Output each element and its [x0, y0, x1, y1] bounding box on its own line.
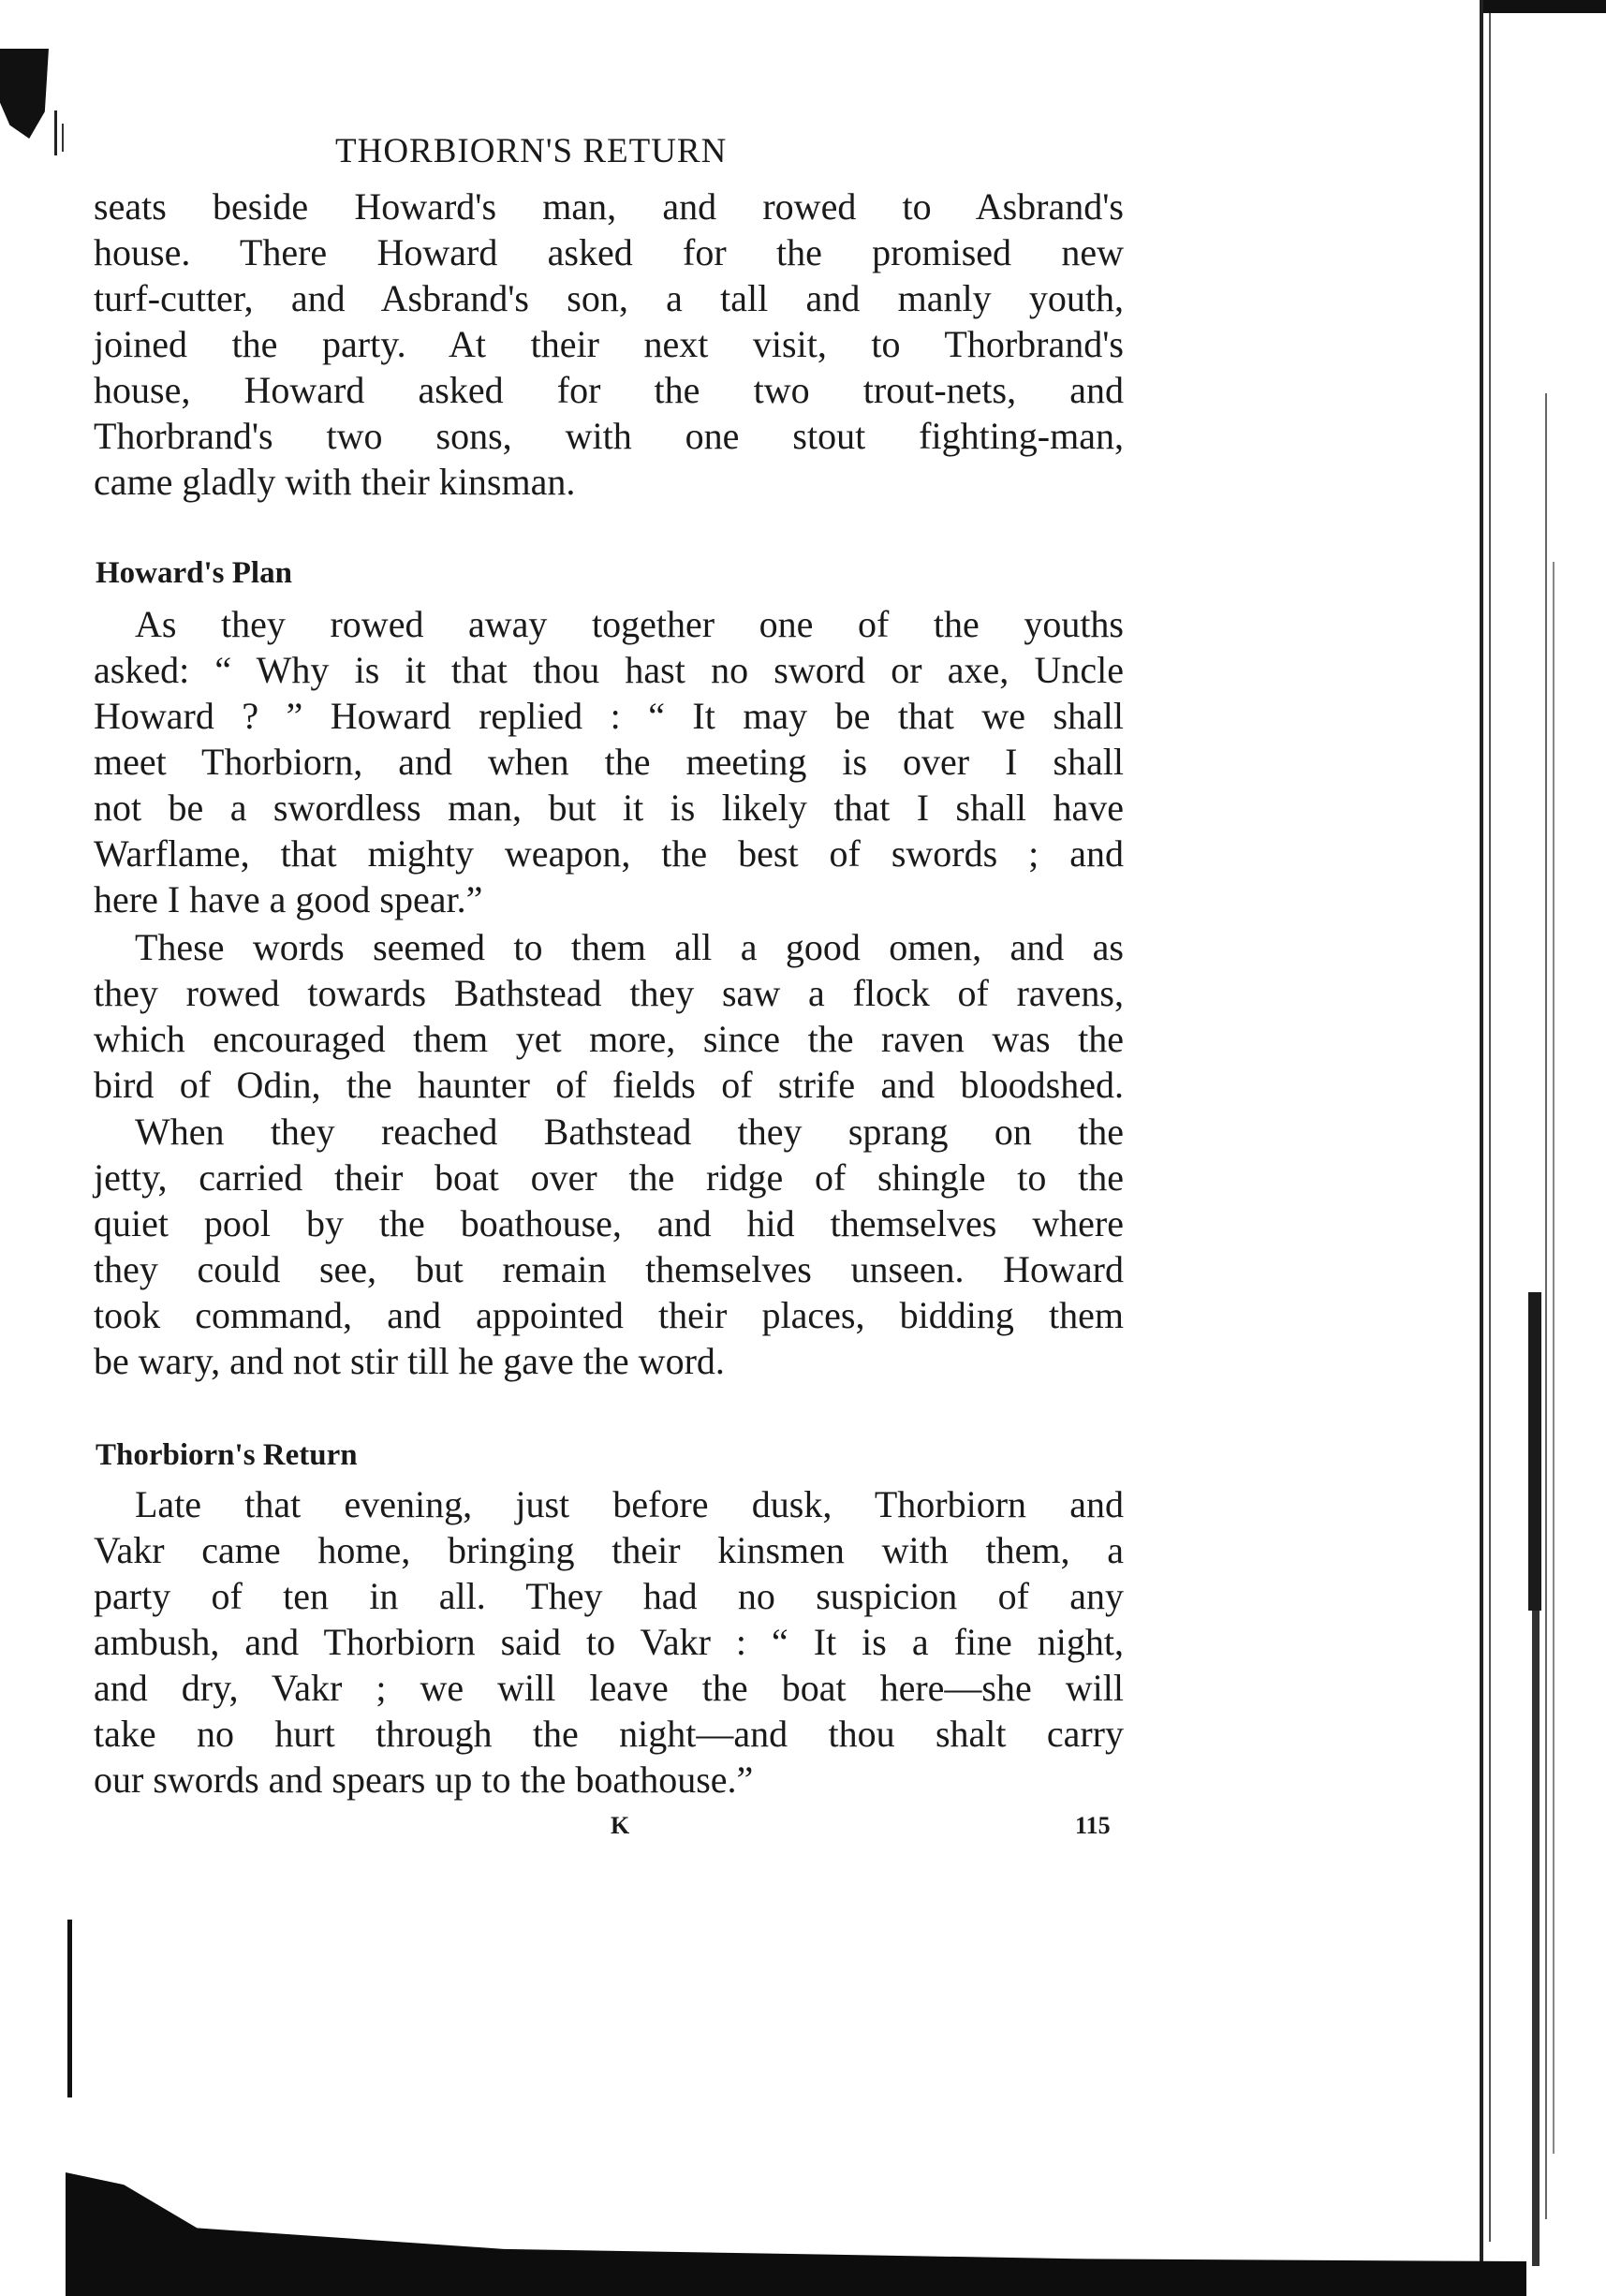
text-line: here I have a good spear.” [94, 878, 483, 920]
text-line: These words seemed to them all a good omen, and as [135, 926, 1124, 968]
text-line: quiet pool by the boathouse, and hid themselves where [94, 1202, 1124, 1244]
text-line: house. There Howard asked for the promised new [94, 231, 1124, 273]
text-line: and dry, Vakr ; we will leave the boat here—she will [94, 1667, 1124, 1709]
text-line: be wary, and not stir till he gave the word. [94, 1340, 725, 1382]
paragraph [94, 601, 1124, 922]
text-line: asked: “ Why is it that thou hast no sword or axe, Uncle [94, 649, 1124, 691]
page-number: 115 [1075, 1812, 1111, 1839]
page-edge-shadow [1528, 1292, 1541, 1611]
text-line: turf-cutter, and Asbrand's son, a tall and manly youth, [94, 277, 1124, 319]
page-edge-rule [1545, 393, 1547, 2219]
scan-mark [54, 110, 57, 155]
text-line: not be a swordless man, but it is likely that I shall have [94, 787, 1124, 829]
paragraph [94, 1481, 1124, 1803]
paragraph [94, 1109, 1124, 1384]
signature-mark: K [611, 1812, 630, 1839]
text-line: Late that evening, just before dusk, Thorbiorn and [135, 1483, 1124, 1525]
scan-blot [0, 49, 49, 139]
text-line: As they rowed away together one of the youths [135, 603, 1124, 645]
text-line: party of ten in all. They had no suspicion of any [94, 1575, 1124, 1617]
text-line: Howard ? ” Howard replied : “ It may be that we shall [94, 695, 1124, 737]
text-line: jetty, carried their boat over the ridge of shingle to the [94, 1156, 1124, 1199]
scan-mark [62, 124, 64, 152]
text-line: meet Thorbiorn, and when the meeting is over I shall [94, 741, 1124, 783]
text-line: they could see, but remain themselves unseen. Howard [94, 1248, 1124, 1290]
page-edge-rule [1553, 562, 1554, 2154]
text-line: Vakr came home, bringing their kinsmen with them, a [94, 1529, 1124, 1571]
section-heading: Thorbiorn's Return [96, 1438, 358, 1472]
scan-shadow [66, 2172, 1526, 2296]
text-line: came gladly with their kinsman. [94, 461, 576, 503]
scan-mark [67, 1920, 72, 2097]
section-heading: Howard's Plan [96, 556, 292, 590]
running-head: THORBIORN'S RETURN [335, 132, 728, 170]
scan-edge [1480, 0, 1606, 13]
text-line: joined the party. At their next visit, to Thorbrand's [94, 323, 1124, 365]
text-line: which encouraged them yet more, since the raven was the [94, 1018, 1124, 1060]
text-line: Thorbrand's two sons, with one stout fighting-man, [94, 415, 1124, 457]
text-line: our swords and spears up to the boathouse.” [94, 1759, 754, 1801]
text-line: Warflame, that mighty weapon, the best of swords ; and [94, 832, 1124, 875]
text-line: take no hurt through the night—and thou shalt carry [94, 1713, 1124, 1755]
text-line: ambush, and Thorbiorn said to Vakr : “ It is a fine night, [94, 1621, 1124, 1663]
page-edge-rule [1489, 13, 1491, 2242]
text-line: seats beside Howard's man, and rowed to Asbrand's [94, 185, 1124, 228]
text-line: When they reached Bathstead they sprang on the [135, 1111, 1124, 1153]
paragraph [94, 184, 1124, 505]
text-line: bird of Odin, the haunter of fields of strife and bloodshed. [94, 1064, 1124, 1106]
text-line: house, Howard asked for the two trout-nets, and [94, 369, 1124, 411]
page-edge-shadow [1532, 1611, 1540, 2266]
page-edge-rule [1480, 0, 1483, 2296]
text-line: they rowed towards Bathstead they saw a flock of ravens, [94, 972, 1124, 1014]
text-line: took command, and appointed their places, bidding them [94, 1294, 1124, 1336]
paragraph [94, 924, 1124, 1108]
